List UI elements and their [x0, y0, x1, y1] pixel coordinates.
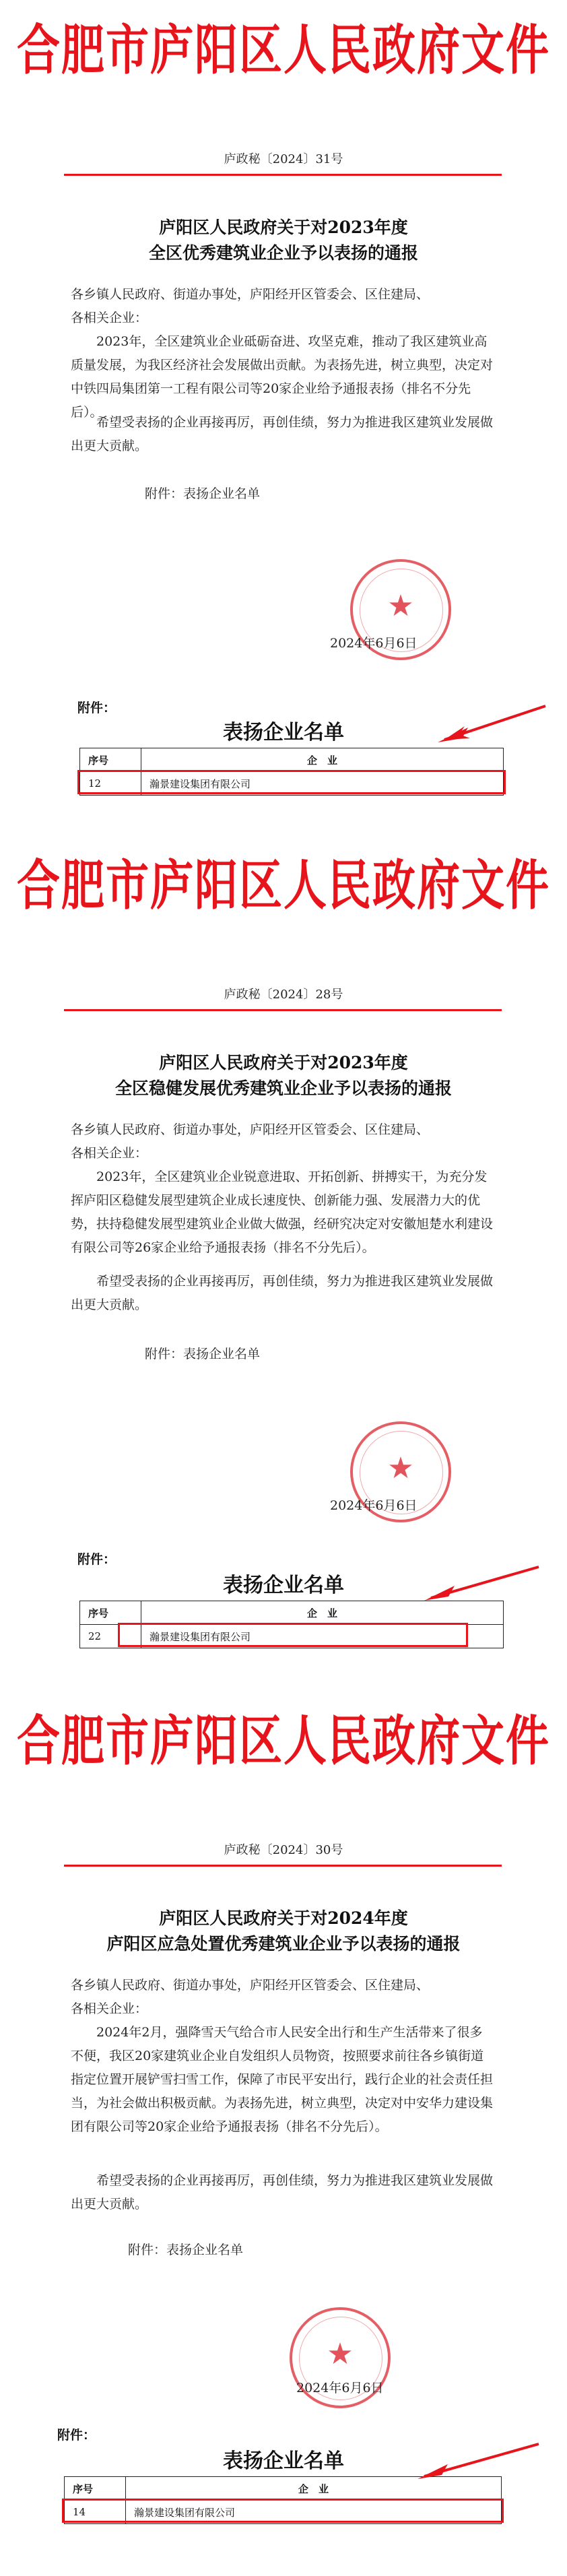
attachment-line: 附件：表扬企业名单	[145, 1347, 261, 1361]
header-number: 序号	[80, 748, 141, 772]
header-company: 企 业	[126, 2477, 502, 2501]
document-3	[0, 1698, 567, 2576]
body-paragraph: 2023年，全区建筑业企业锐意进取、开拓创新、拼搏实干，为充分发挥庐阳区稳健发展型建筑企业成长速度快、创新能力强、发展潜力大的优势，扶持稳健发展型建筑业企业做大做强，经研究决定对安徽旭楚水利建设有限公司等26家企业给予通报表扬（排名不分先后）。	[71, 1169, 494, 1255]
document-title-line2: 全区稳健发展优秀建筑业企业予以表扬的通报	[114, 1078, 452, 1098]
document-title-line2: 庐阳区应急处置优秀建筑业企业予以表扬的通报	[106, 1934, 461, 1954]
header-company: 企 业	[141, 748, 504, 772]
document-header: 合肥市庐阳区人民政府文件	[17, 19, 550, 82]
highlight-box	[118, 1623, 468, 1647]
document-1	[0, 0, 567, 835]
attachment-label: 附件：	[77, 701, 116, 715]
document-number: 庐政秘〔2024〕28号	[224, 988, 343, 1002]
arrow-icon	[418, 701, 552, 754]
recipients-line2: 各相关企业：	[71, 311, 148, 325]
document-2	[0, 842, 567, 1691]
attachment-line: 附件：表扬企业名单	[145, 486, 261, 501]
attachment-label: 附件：	[77, 1552, 116, 1567]
row-number: 14	[65, 2501, 126, 2524]
recipients-line2: 各相关企业：	[71, 1146, 148, 1161]
row-company: 瀚景建设集团有限公司	[141, 772, 504, 796]
body-paragraph: 2023年，全区建筑业企业砥砺奋进、攻坚克难，推动了我区建筑业高质量发展，为我区经济社会发展做出贡献。为表扬先进，树立典型，决定对中铁四局集团第一工程有限公司等20家企业给予通报表扬（排名不分先后）。	[71, 334, 494, 420]
attachment-line: 附件：表扬企业名单	[128, 2243, 244, 2257]
list-title: 表扬企业名单	[223, 721, 344, 744]
document-title-line1: 庐阳区人民政府关于对2023年度	[159, 1053, 408, 1072]
row-number: 22	[80, 1625, 141, 1648]
row-company: 瀚景建设集团有限公司	[141, 1625, 504, 1648]
list-title: 表扬企业名单	[223, 1574, 344, 1597]
recipients-line1: 各乡镇人民政府、街道办事处，庐阳经开区管委会、区住建局、	[71, 1978, 430, 1993]
star-icon: ★	[327, 2337, 354, 2371]
closing-paragraph: 希望受表扬的企业再接再厉，再创佳绩，努力为推进我区建筑业发展做出更大贡献。	[71, 2173, 494, 2212]
document-number: 庐政秘〔2024〕30号	[224, 1843, 343, 1857]
document-date: 2024年6月6日	[330, 1498, 418, 1513]
red-divider	[64, 174, 502, 176]
list-title: 表扬企业名单	[223, 2449, 344, 2473]
document-date: 2024年6月6日	[296, 2381, 384, 2395]
closing-paragraph: 希望受表扬的企业再接再厉，再创佳绩，努力为推进我区建筑业发展做出更大贡献。	[71, 1274, 494, 1312]
arrow-icon	[404, 1560, 545, 1614]
document-title-line1: 庐阳区人民政府关于对2024年度	[159, 1908, 408, 1928]
body-paragraph: 2024年2月，强降雪天气给合市人民安全出行和生产生活带来了很多不便，我区20家建筑业企业自发组织人员物资，按照要求前往各乡镇街道指定位置开展铲雪扫雪工作，保障了市民平安出行，践行企业的社会责任担当，为社会做出积极贡献。为表扬先进，树立典型，决定对中安华力建设集团有限公司等20家企业给予通报表扬（排名不分先后）。	[71, 2025, 494, 2134]
row-number: 12	[80, 772, 141, 796]
document-number: 庐政秘〔2024〕31号	[224, 152, 343, 166]
star-icon: ★	[387, 1451, 414, 1485]
document-header: 合肥市庐阳区人民政府文件	[17, 1710, 550, 1773]
highlight-box	[62, 2499, 504, 2523]
recipients-line2: 各相关企业：	[71, 2001, 148, 2016]
document-title-line1: 庐阳区人民政府关于对2023年度	[159, 218, 408, 237]
document-title-line2: 全区优秀建筑业企业予以表扬的通报	[148, 243, 418, 263]
red-divider	[64, 1009, 502, 1011]
arrow-icon	[397, 2437, 545, 2491]
recipients-line1: 各乡镇人民政府、街道办事处，庐阳经开区管委会、区住建局、	[71, 1122, 430, 1137]
row-company: 瀚景建设集团有限公司	[126, 2501, 502, 2524]
star-icon: ★	[387, 589, 414, 623]
document-date: 2024年6月6日	[330, 636, 418, 651]
header-number: 序号	[65, 2477, 126, 2501]
header-company: 企 业	[141, 1601, 504, 1625]
highlight-box	[77, 770, 506, 794]
document-header: 合肥市庐阳区人民政府文件	[17, 854, 550, 917]
closing-paragraph: 希望受表扬的企业再接再厉，再创佳绩，努力为推进我区建筑业发展做出更大贡献。	[71, 415, 494, 453]
recipients-line1: 各乡镇人民政府、街道办事处，庐阳经开区管委会、区住建局、	[71, 287, 430, 302]
attachment-label: 附件：	[57, 2428, 96, 2443]
red-divider	[64, 1865, 502, 1867]
header-number: 序号	[80, 1601, 141, 1625]
